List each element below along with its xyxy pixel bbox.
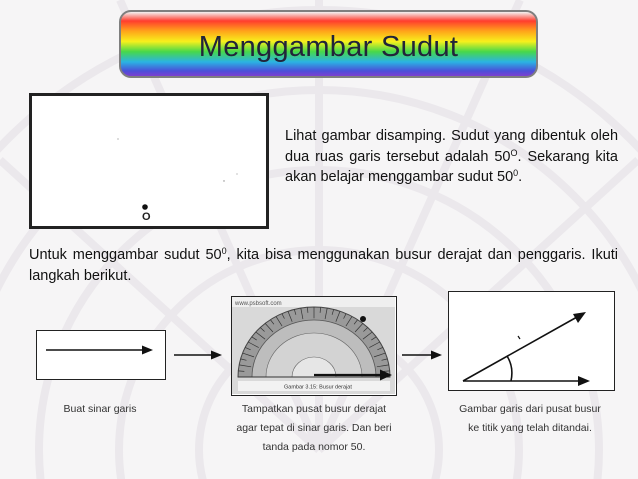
step-2-caption-line-1: Tampatkan pusat busur derajat [241, 403, 387, 415]
mark-50-dot [360, 316, 366, 322]
step-1-box [36, 330, 166, 380]
degree-superscript: 0 [513, 168, 519, 178]
step-3-caption [430, 400, 630, 438]
step-3-caption-line-1: Gambar garis dari pusat busur [459, 403, 601, 415]
intro-line-1: Lihat gambar disamping. Sudut yang dibentuk [285, 128, 586, 144]
photo-speck [117, 138, 118, 139]
degree-superscript: 0 [221, 246, 227, 256]
step-3-angle [449, 292, 613, 389]
photo-point-dot [142, 204, 148, 210]
photo-speck [223, 180, 224, 181]
photo-content [32, 96, 266, 226]
step-1-ray [37, 331, 164, 378]
method-text-end: , kita bisa menggunakan busur derajat dan penggaris. Ikuti langkah berikut. [29, 247, 619, 284]
protractor-caption: Gambar 3.15: Busur derajat [284, 384, 352, 391]
intro-line-2-end: . [517, 148, 522, 165]
method-text-start: Untuk menggambar sudut 50 [29, 247, 222, 263]
protractor-image [232, 297, 395, 394]
intro-line-2-text: oleh dua ruas garis tersebut adalah 50 [285, 128, 619, 165]
degree-superscript: O [510, 147, 518, 158]
intro-line-4 [497, 169, 522, 185]
step-3-caption-line-2: ke titik yang telah ditandai. [468, 422, 592, 434]
step-3-box [448, 291, 615, 391]
angle-photo [29, 93, 269, 229]
intro-paragraph [285, 126, 618, 188]
photo-point-label: O [142, 211, 151, 223]
title-banner [119, 10, 538, 78]
step-2-caption [208, 400, 420, 457]
photo-speck [236, 173, 237, 174]
intro-line-3: Sekarang kita akan belajar menggambar sudut [285, 148, 618, 185]
step-2-caption-line-3: tanda pada nomor 50. [262, 441, 366, 453]
method-paragraph [29, 245, 618, 286]
intro-line-4-end: . [518, 169, 523, 185]
step-1-caption: Buat sinar garis [63, 403, 137, 415]
step-2-caption-line-2: agar tepat di sinar garis. Dan beri [236, 422, 392, 434]
intro-line-4-text: 50 [497, 169, 514, 185]
slide-title: Menggambar Sudut [198, 31, 459, 63]
protractor-watermark: www.psbsoft.com [235, 301, 282, 307]
step-2-box [231, 296, 397, 396]
